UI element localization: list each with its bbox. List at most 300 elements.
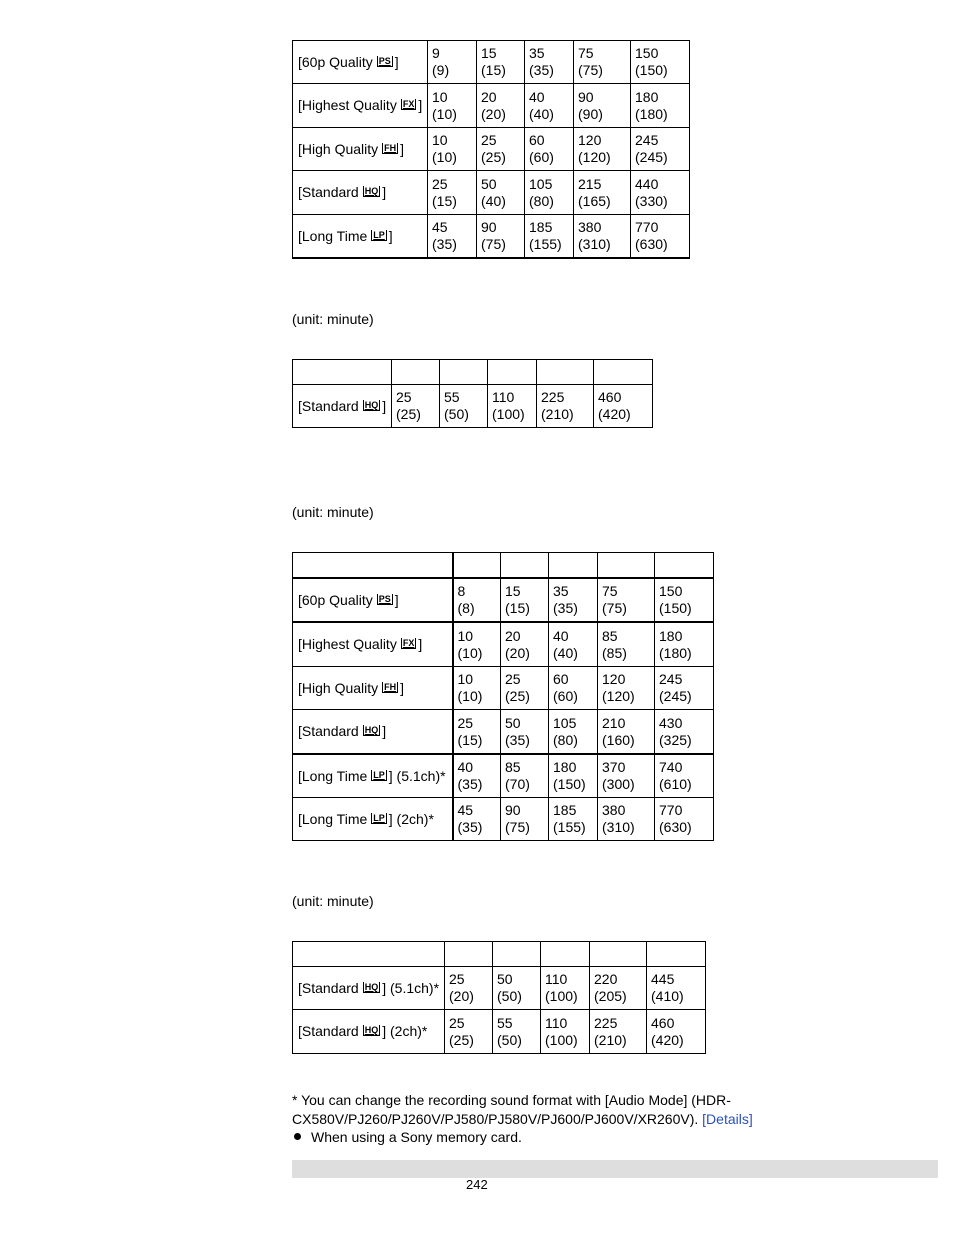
- row-label: [293, 171, 428, 215]
- recording-time: 55: [444, 389, 460, 405]
- min-recording-time: (100): [492, 406, 525, 422]
- table-header-row: [293, 360, 653, 385]
- recording-time: 10: [432, 88, 448, 105]
- quality-mode-icon: HQ: [364, 981, 379, 992]
- min-recording-time: (150): [659, 600, 692, 616]
- recording-time: 25: [396, 389, 412, 405]
- recording-time: 225: [541, 389, 565, 405]
- table-row: [293, 667, 714, 710]
- recording-time: 25: [457, 714, 474, 731]
- recording-time: 90: [578, 88, 594, 105]
- quality-mode-icon: HQ: [364, 186, 379, 196]
- mode-suffix: ]: [382, 184, 387, 200]
- recording-time-table-4: [292, 941, 706, 1054]
- row-label: [293, 667, 453, 710]
- recording-time: 185: [529, 219, 553, 235]
- time-cell: [477, 128, 525, 171]
- min-recording-time: (160): [602, 731, 635, 748]
- mode-suffix: ]: [382, 397, 387, 414]
- row-label: [293, 1010, 445, 1054]
- time-cell: [477, 215, 525, 259]
- time-cell: [631, 215, 690, 259]
- time-cell: [598, 754, 655, 798]
- recording-time: 85: [602, 627, 618, 644]
- min-recording-time: (155): [553, 819, 586, 835]
- mode-suffix: ]: [382, 723, 387, 739]
- mode-name: [Long Time: [298, 767, 368, 784]
- quality-mode-icon: FH: [384, 681, 397, 692]
- recording-time: 20: [481, 88, 497, 105]
- header-cell: [647, 942, 706, 967]
- table-row: [293, 967, 706, 1010]
- mode-name: [Standard: [298, 397, 359, 414]
- min-recording-time: (25): [449, 1031, 474, 1048]
- recording-time: 25: [505, 671, 521, 687]
- time-cell: [631, 41, 690, 84]
- footnote-text: * You can change the recording sound format with [Audio Mode] (HDR-CX580V/PJ260/PJ260V/PJ580/PJ580V/PJ600/PJ600V/XR260V).: [292, 1092, 731, 1127]
- min-recording-time: (155): [529, 236, 562, 252]
- recording-time: 180: [553, 759, 577, 775]
- quality-mode-icon: PS: [378, 593, 391, 604]
- recording-time: 220: [594, 971, 618, 987]
- recording-time: 10: [457, 627, 474, 644]
- min-recording-time: (35): [432, 236, 457, 252]
- header-cell: [655, 553, 714, 579]
- recording-time: 15: [481, 45, 497, 61]
- time-cell: [655, 622, 714, 667]
- row-label: [293, 710, 453, 755]
- table-row: [293, 171, 690, 215]
- bullet-text: When using a Sony memory card.: [311, 1129, 522, 1145]
- time-cell: [477, 171, 525, 215]
- mode-suffix: ]: [400, 140, 405, 157]
- mode-suffix: ]: [388, 227, 393, 244]
- min-recording-time: (210): [594, 1031, 627, 1048]
- recording-time: 110: [545, 1014, 568, 1031]
- quality-mode-icon: FX: [402, 99, 415, 109]
- time-cell: [590, 967, 647, 1010]
- min-recording-time: (630): [635, 236, 668, 252]
- mode-name: [Highest Quality: [298, 636, 397, 652]
- bullet-item: [294, 1129, 522, 1145]
- mode-name: [High Quality: [298, 679, 379, 696]
- table-row: [293, 41, 690, 84]
- recording-time: 460: [598, 389, 622, 405]
- time-cell: [501, 578, 549, 622]
- recording-time: 445: [651, 971, 675, 987]
- min-recording-time: (75): [602, 600, 627, 616]
- quality-mode-icon: LP: [373, 769, 385, 780]
- min-recording-time: (15): [481, 62, 506, 78]
- min-recording-time: (205): [594, 988, 627, 1004]
- recording-time: 120: [602, 671, 626, 687]
- min-recording-time: (100): [545, 988, 578, 1004]
- time-cell: [392, 385, 440, 428]
- recording-time: 110: [492, 389, 515, 405]
- min-recording-time: (20): [505, 644, 530, 661]
- time-cell: [655, 578, 714, 622]
- min-recording-time: (50): [497, 988, 522, 1004]
- mode-suffix: ]: [418, 636, 423, 652]
- header-cell: [488, 360, 537, 385]
- recording-time: 110: [545, 971, 568, 987]
- time-cell: [598, 798, 655, 841]
- recording-time-table-1: [292, 40, 690, 259]
- time-cell: [525, 171, 574, 215]
- page-footer-bar: [292, 1160, 938, 1178]
- time-cell: [453, 667, 501, 710]
- table-header-row: [293, 553, 714, 579]
- time-cell: [428, 215, 477, 259]
- time-cell: [445, 967, 493, 1010]
- recording-time: 25: [481, 132, 497, 148]
- mode-suffix: ] (5.1ch)*: [382, 979, 440, 996]
- min-recording-time: (25): [481, 149, 506, 165]
- min-recording-time: (80): [553, 731, 578, 748]
- details-link[interactable]: [Details]: [702, 1111, 753, 1127]
- recording-time: 25: [449, 1014, 465, 1031]
- quality-mode-icon: FX: [402, 638, 415, 648]
- recording-time: 45: [457, 802, 474, 818]
- mode-suffix: ]: [418, 97, 423, 113]
- min-recording-time: (40): [553, 644, 578, 661]
- mode-name: [Highest Quality: [298, 97, 397, 113]
- recording-time: 60: [529, 132, 545, 148]
- min-recording-time: (10): [432, 105, 457, 122]
- row-label: [293, 578, 453, 622]
- quality-mode-icon: HQ: [364, 399, 379, 410]
- time-cell: [647, 1010, 706, 1054]
- min-recording-time: (40): [481, 192, 506, 209]
- quality-mode-icon: FH: [384, 142, 397, 153]
- min-recording-time: (180): [659, 644, 692, 661]
- time-cell: [655, 754, 714, 798]
- time-cell: [501, 754, 549, 798]
- recording-time: 180: [659, 627, 683, 644]
- min-recording-time: (25): [505, 688, 530, 704]
- time-cell: [525, 128, 574, 171]
- time-cell: [453, 754, 501, 798]
- quality-mode-icon: LP: [373, 229, 385, 240]
- time-cell: [655, 798, 714, 841]
- min-recording-time: (150): [553, 776, 586, 792]
- time-cell: [501, 667, 549, 710]
- min-recording-time: (60): [553, 688, 578, 704]
- min-recording-time: (9): [432, 62, 450, 78]
- header-cell: [590, 942, 647, 967]
- time-cell: [549, 798, 598, 841]
- recording-time: 75: [578, 45, 594, 61]
- time-cell: [655, 710, 714, 755]
- time-cell: [541, 1010, 590, 1054]
- header-cell: [440, 360, 488, 385]
- min-recording-time: (35): [457, 819, 483, 835]
- table-row: [293, 578, 714, 622]
- table-row: [293, 385, 653, 428]
- time-cell: [549, 667, 598, 710]
- recording-time: 50: [497, 971, 513, 987]
- min-recording-time: (180): [635, 105, 668, 122]
- table-header-row: [293, 942, 706, 967]
- min-recording-time: (120): [578, 149, 611, 165]
- table-row: [293, 754, 714, 798]
- recording-time: 8: [457, 583, 466, 599]
- min-recording-time: (50): [497, 1031, 522, 1048]
- mode-name: [High Quality: [298, 140, 379, 157]
- recording-time: 245: [635, 132, 659, 148]
- mode-name: [Standard: [298, 723, 359, 739]
- time-cell: [655, 667, 714, 710]
- min-recording-time: (50): [444, 406, 469, 422]
- row-label: [293, 215, 428, 259]
- header-cell: [541, 942, 590, 967]
- min-recording-time: (10): [457, 644, 483, 661]
- time-cell: [501, 710, 549, 755]
- time-cell: [549, 622, 598, 667]
- mode-suffix: ] (5.1ch)*: [388, 767, 446, 784]
- min-recording-time: (10): [457, 688, 483, 704]
- mode-suffix: ]: [400, 679, 405, 696]
- time-cell: [598, 667, 655, 710]
- min-recording-time: (70): [505, 776, 530, 792]
- header-cell: [453, 553, 501, 579]
- min-recording-time: (10): [432, 149, 457, 165]
- recording-time: 210: [602, 714, 626, 731]
- time-cell: [501, 622, 549, 667]
- recording-time: 15: [505, 583, 521, 599]
- table-row: [293, 215, 690, 259]
- min-recording-time: (25): [396, 406, 421, 422]
- mode-name: [60p Quality: [298, 591, 373, 608]
- recording-time-table-3: [292, 552, 714, 841]
- mode-name: [Long Time: [298, 227, 368, 244]
- quality-mode-icon: PS: [378, 55, 391, 66]
- time-cell: [598, 710, 655, 755]
- time-cell: [647, 967, 706, 1010]
- time-cell: [574, 128, 631, 171]
- time-cell: [574, 171, 631, 215]
- header-cell: [445, 942, 493, 967]
- unit-label: (unit: minute): [292, 893, 374, 909]
- mode-name: [60p Quality: [298, 53, 373, 70]
- header-cell: [293, 553, 453, 579]
- header-cell: [598, 553, 655, 579]
- min-recording-time: (165): [578, 192, 611, 209]
- min-recording-time: (15): [432, 192, 457, 209]
- recording-time: 55: [497, 1014, 513, 1031]
- row-label: [293, 754, 453, 798]
- min-recording-time: (420): [651, 1031, 684, 1048]
- recording-time: 10: [432, 132, 448, 148]
- time-cell: [428, 84, 477, 128]
- recording-time: 25: [449, 971, 465, 987]
- min-recording-time: (35): [505, 731, 530, 748]
- header-cell: [549, 553, 598, 579]
- row-label: [293, 622, 453, 667]
- header-cell: [594, 360, 653, 385]
- mode-suffix: ]: [394, 591, 399, 608]
- min-recording-time: (20): [481, 105, 506, 122]
- min-recording-time: (310): [578, 236, 611, 252]
- recording-time: 60: [553, 671, 569, 687]
- recording-time: 90: [505, 802, 521, 818]
- time-cell: [574, 215, 631, 259]
- min-recording-time: (90): [578, 105, 603, 122]
- time-cell: [428, 171, 477, 215]
- time-cell: [501, 798, 549, 841]
- min-recording-time: (35): [457, 776, 483, 792]
- page-number: 242: [466, 1177, 488, 1192]
- row-label: [293, 84, 428, 128]
- time-cell: [440, 385, 488, 428]
- header-cell: [293, 360, 392, 385]
- min-recording-time: (60): [529, 149, 554, 165]
- header-cell: [493, 942, 541, 967]
- time-cell: [549, 710, 598, 755]
- recording-time: 50: [505, 714, 521, 731]
- time-cell: [428, 41, 477, 84]
- header-cell: [293, 942, 445, 967]
- min-recording-time: (420): [598, 406, 631, 422]
- min-recording-time: (75): [481, 236, 506, 252]
- time-cell: [598, 578, 655, 622]
- quality-mode-icon: HQ: [364, 1025, 379, 1035]
- min-recording-time: (150): [635, 62, 668, 78]
- min-recording-time: (120): [602, 688, 635, 704]
- mode-name: [Standard: [298, 1023, 359, 1039]
- header-cell: [392, 360, 440, 385]
- time-cell: [574, 41, 631, 84]
- unit-label: (unit: minute): [292, 504, 374, 520]
- footnote: [292, 1091, 762, 1129]
- recording-time: 10: [457, 671, 474, 687]
- recording-time: 370: [602, 759, 626, 775]
- min-recording-time: (300): [602, 776, 635, 792]
- recording-time: 430: [659, 714, 683, 731]
- header-cell: [537, 360, 594, 385]
- table-row: [293, 622, 714, 667]
- row-label: [293, 128, 428, 171]
- min-recording-time: (35): [553, 600, 578, 616]
- time-cell: [537, 385, 594, 428]
- recording-time: 40: [529, 88, 545, 105]
- min-recording-time: (8): [457, 600, 475, 616]
- time-cell: [445, 1010, 493, 1054]
- recording-time: 75: [602, 583, 618, 599]
- recording-time: 120: [578, 132, 602, 148]
- time-cell: [574, 84, 631, 128]
- min-recording-time: (75): [578, 62, 603, 78]
- time-cell: [590, 1010, 647, 1054]
- min-recording-time: (100): [545, 1031, 578, 1048]
- time-cell: [453, 798, 501, 841]
- recording-time: 770: [659, 802, 683, 818]
- row-label: [293, 41, 428, 84]
- time-cell: [549, 754, 598, 798]
- time-cell: [453, 578, 501, 622]
- table-row: [293, 710, 714, 755]
- min-recording-time: (410): [651, 988, 684, 1004]
- min-recording-time: (630): [659, 819, 692, 835]
- time-cell: [493, 967, 541, 1010]
- min-recording-time: (35): [529, 62, 554, 78]
- table-row: [293, 84, 690, 128]
- recording-time: 150: [635, 45, 659, 61]
- recording-time: 85: [505, 759, 521, 775]
- min-recording-time: (210): [541, 406, 574, 422]
- min-recording-time: (245): [635, 149, 668, 165]
- recording-time: 225: [594, 1014, 618, 1031]
- time-cell: [525, 84, 574, 128]
- recording-time: 20: [505, 627, 521, 644]
- min-recording-time: (610): [659, 776, 692, 792]
- time-cell: [453, 622, 501, 667]
- time-cell: [541, 967, 590, 1010]
- table-row: [293, 1010, 706, 1054]
- mode-suffix: ]: [394, 53, 399, 70]
- header-cell: [501, 553, 549, 579]
- time-cell: [477, 41, 525, 84]
- time-cell: [594, 385, 653, 428]
- mode-suffix: ] (2ch)*: [388, 810, 434, 827]
- time-cell: [493, 1010, 541, 1054]
- mode-name: [Standard: [298, 184, 359, 200]
- table-row: [293, 798, 714, 841]
- table-row: [293, 128, 690, 171]
- time-cell: [428, 128, 477, 171]
- time-cell: [453, 710, 501, 755]
- min-recording-time: (80): [529, 192, 554, 209]
- recording-time-table-2: [292, 359, 653, 428]
- recording-time: 185: [553, 802, 577, 818]
- recording-time: 105: [553, 714, 577, 731]
- recording-time: 245: [659, 671, 683, 687]
- unit-label: (unit: minute): [292, 311, 374, 327]
- mode-name: [Long Time: [298, 810, 368, 827]
- time-cell: [525, 215, 574, 259]
- bullet-icon: [294, 1133, 301, 1140]
- min-recording-time: (15): [457, 731, 483, 748]
- min-recording-time: (245): [659, 688, 692, 704]
- time-cell: [477, 84, 525, 128]
- row-label: [293, 967, 445, 1010]
- row-label: [293, 798, 453, 841]
- recording-time: 215: [578, 175, 602, 192]
- recording-time: 45: [432, 219, 448, 235]
- mode-name: [Standard: [298, 979, 359, 996]
- min-recording-time: (20): [449, 988, 474, 1004]
- quality-mode-icon: LP: [373, 812, 385, 823]
- min-recording-time: (40): [529, 105, 554, 122]
- min-recording-time: (85): [602, 644, 627, 661]
- recording-time: 40: [553, 627, 569, 644]
- time-cell: [631, 84, 690, 128]
- recording-time: 150: [659, 583, 683, 599]
- min-recording-time: (310): [602, 819, 635, 835]
- min-recording-time: (75): [505, 819, 530, 835]
- time-cell: [631, 171, 690, 215]
- mode-suffix: ] (2ch)*: [382, 1023, 428, 1039]
- quality-mode-icon: HQ: [364, 725, 379, 735]
- recording-time: 40: [457, 759, 474, 775]
- time-cell: [598, 622, 655, 667]
- recording-time: 35: [529, 45, 545, 61]
- time-cell: [631, 128, 690, 171]
- recording-time: 50: [481, 175, 497, 192]
- time-cell: [549, 578, 598, 622]
- recording-time: 380: [602, 802, 626, 818]
- time-cell: [525, 41, 574, 84]
